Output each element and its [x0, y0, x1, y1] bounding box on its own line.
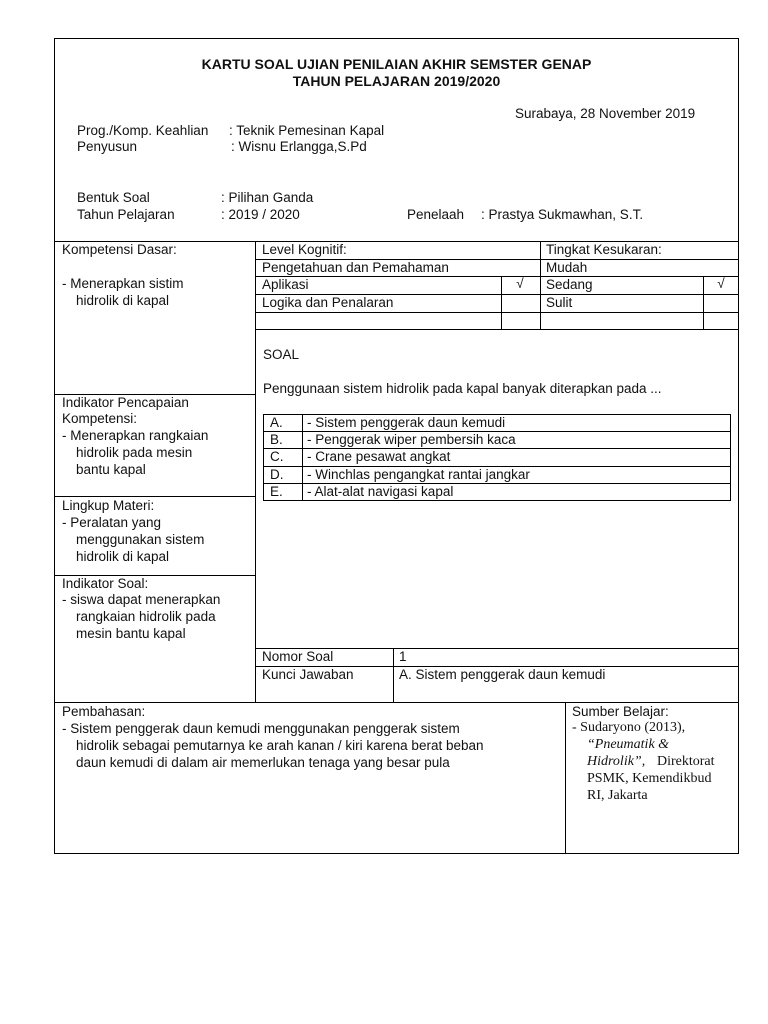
divider [540, 241, 541, 329]
kesukaran-heading: Tingkat Kesukaran: [546, 242, 662, 257]
indikator-soal-line: mesin bantu kapal [76, 626, 186, 641]
divider [302, 414, 303, 501]
option-text: - Crane pesawat angkat [307, 449, 451, 464]
option-letter: C. [270, 449, 284, 464]
lingkup-line: menggunakan sistem [76, 532, 205, 547]
sumber-line: - Sudaryono (2013), [572, 720, 686, 735]
divider [255, 312, 739, 313]
indikator-pencapaian-line: - Menerapkan rangkaian [62, 428, 209, 443]
sumber-line: Direktorat [657, 754, 715, 769]
card-title-line1: KARTU SOAL UJIAN PENILAIAN AKHIR SEMSTER GENAP [201, 56, 592, 72]
penelaah-label: Penelaah [407, 207, 465, 222]
tahun-value: : 2019 / 2020 [221, 207, 300, 222]
indikator-soal-line: - siswa dapat menerapkan [62, 592, 221, 607]
kompetensi-line2: hidrolik di kapal [76, 293, 170, 308]
kunci-jawaban-label: Kunci Jawaban [262, 667, 354, 682]
kompetensi-heading: Kompetensi Dasar: [62, 242, 177, 257]
option-letter: E. [270, 484, 283, 499]
option-text: - Sistem penggerak daun kemudi [307, 415, 506, 430]
penyusun-label: Penyusun [77, 139, 138, 154]
sumber-line: PSMK, Kemendikbud [587, 771, 712, 786]
option-text: - Alat-alat navigasi kapal [307, 484, 454, 499]
nomor-soal-value: 1 [399, 649, 407, 664]
sedang-check: √ [717, 276, 725, 291]
bentuk-label: Bentuk Soal [77, 190, 150, 205]
divider [565, 702, 566, 854]
pembahasan-heading: Pembahasan: [62, 704, 146, 719]
sumber-line: “Pneumatik & [587, 737, 670, 752]
level-row: Aplikasi [262, 277, 309, 292]
option-text: - Penggerak wiper pembersih kaca [307, 432, 516, 447]
pembahasan-line: - Sistem penggerak daun kemudi menggunakan penggerak sistem [62, 721, 460, 736]
tahun-label: Tahun Pelajaran [77, 207, 175, 222]
kunci-jawaban-value: A. Sistem penggerak daun kemudi [399, 667, 606, 682]
indikator-soal-line: rangkaian hidrolik pada [76, 609, 216, 624]
date-text: Surabaya, 28 November 2019 [515, 106, 696, 121]
level-row: Pengetahuan dan Pemahaman [262, 260, 449, 275]
kesukaran-row: Mudah [546, 260, 588, 275]
option-letter: D. [270, 467, 284, 482]
soal-label: SOAL [263, 347, 300, 362]
lingkup-heading: Lingkup Materi: [62, 498, 155, 513]
option-text: - Winchlas pengangkat rantai jangkar [307, 467, 530, 482]
divider [54, 702, 739, 703]
divider [255, 241, 256, 702]
indikator-pencapaian-heading: Kompetensi: [62, 411, 138, 426]
pembahasan-line: hidrolik sebagai pemutarnya ke arah kanan / kiri karena berat beban [76, 738, 484, 753]
divider [255, 276, 739, 277]
kesukaran-row: Sulit [546, 295, 573, 310]
divider [255, 329, 739, 330]
divider [393, 648, 394, 702]
indikator-pencapaian-line: bantu kapal [76, 462, 146, 477]
sumber-line: RI, Jakarta [587, 788, 648, 803]
card-title-line2: TAHUN PELAJARAN 2019/2020 [292, 73, 501, 89]
indikator-pencapaian-heading: Indikator Pencapaian [62, 395, 189, 410]
aplikasi-check: √ [516, 276, 524, 291]
prog-value: : Teknik Pemesinan Kapal [229, 123, 385, 138]
prog-label: Prog./Komp. Keahlian [77, 123, 209, 138]
divider [54, 496, 255, 497]
pembahasan-line: daun kemudi di dalam air memerlukan tenaga yang besar pula [76, 755, 450, 770]
indikator-pencapaian-line: hidrolik pada mesin [76, 445, 193, 460]
nomor-soal-label: Nomor Soal [262, 649, 334, 664]
bentuk-value: : Pilihan Ganda [221, 190, 314, 205]
lingkup-line: hidrolik di kapal [76, 549, 170, 564]
lingkup-line: - Peralatan yang [62, 515, 162, 530]
indikator-soal-heading: Indikator Soal: [62, 576, 149, 591]
level-heading: Level Kognitif: [262, 242, 347, 257]
level-row: Logika dan Penalaran [262, 295, 394, 310]
soal-question: Penggunaan sistem hidrolik pada kapal banyak diterapkan pada ... [263, 381, 662, 396]
option-letter: A. [270, 415, 283, 430]
kesukaran-row: Sedang [546, 277, 593, 292]
sumber-line: Hidrolik”, [587, 754, 646, 769]
option-letter: B. [270, 432, 283, 447]
kompetensi-line1: - Menerapkan sistim [62, 276, 184, 291]
sumber-heading: Sumber Belajar: [572, 704, 669, 719]
penelaah-value: : Prastya Sukmawhan, S.T. [481, 207, 644, 222]
penyusun-value: : Wisnu Erlangga,S.Pd [231, 139, 367, 154]
